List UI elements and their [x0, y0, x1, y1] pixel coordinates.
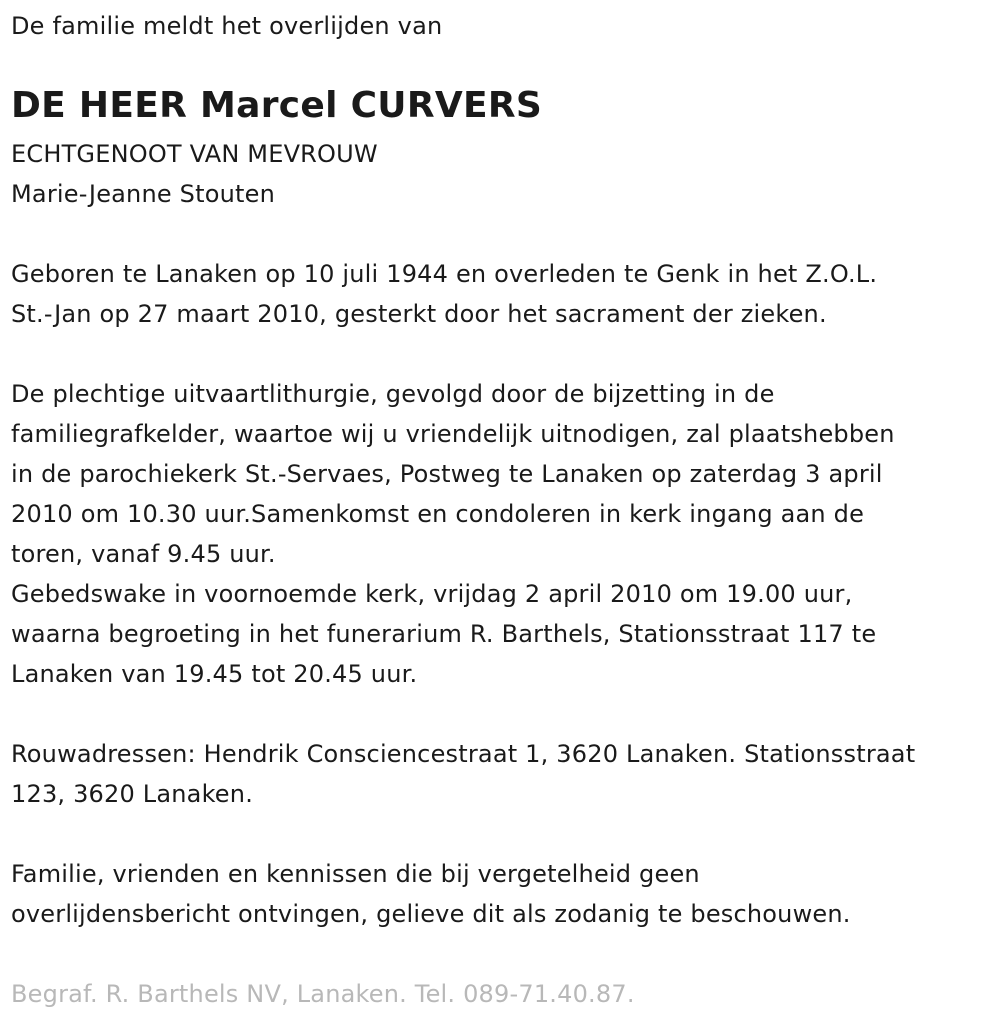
intro-text: De familie meldt het overlijden van [11, 12, 443, 40]
funeral-home-footer: Begraf. R. Barthels NV, Lanaken. Tel. 089-71.40.87. [11, 980, 635, 1008]
spouse-name: Marie-Jeanne Stouten [11, 180, 276, 208]
paragraph-line: waarna begroeting in het funerarium R. Barthels, Stationsstraat 117 te [11, 620, 877, 648]
paragraph-line: Geboren te Lanaken op 10 juli 1944 en overleden te Genk in het Z.O.L. [11, 260, 878, 288]
paragraph-line: 2010 om 10.30 uur.Samenkomst en condoleren in kerk ingang aan de [11, 500, 865, 528]
paragraph-line: in de parochiekerk St.-Servaes, Postweg te Lanaken op zaterdag 3 april [11, 460, 883, 488]
paragraph-line: Familie, vrienden en kennissen die bij vergetelheid geen [11, 860, 700, 888]
paragraph-line: toren, vanaf 9.45 uur. [11, 540, 276, 568]
paragraph-line: 123, 3620 Lanaken. [11, 780, 254, 808]
ceremony-paragraph [11, 374, 895, 694]
deceased-name: DE HEER Marcel CURVERS [11, 85, 543, 126]
paragraph-line: Rouwadressen: Hendrik Consciencestraat 1, 3620 Lanaken. Stationsstraat [11, 740, 916, 768]
paragraph-line: Lanaken van 19.45 tot 20.45 uur. [11, 660, 418, 688]
birth-death-paragraph [11, 254, 877, 334]
closing-paragraph [11, 854, 851, 934]
spouse-section [11, 134, 378, 214]
paragraph-line: overlijdensbericht ontvingen, gelieve dit als zodanig te beschouwen. [11, 900, 851, 928]
paragraph-line: Gebedswake in voornoemde kerk, vrijdag 2 april 2010 om 19.00 uur, [11, 580, 853, 608]
spouse-label: ECHTGENOOT VAN MEVROUW [11, 140, 378, 168]
paragraph-line: familiegrafkelder, waartoe wij u vriendelijk uitnodigen, zal plaatshebben [11, 420, 895, 448]
paragraph-line: St.-Jan op 27 maart 2010, gesterkt door het sacrament der zieken. [11, 300, 827, 328]
mourning-addresses [11, 734, 915, 814]
paragraph-line: De plechtige uitvaartlithurgie, gevolgd door de bijzetting in de [11, 380, 775, 408]
